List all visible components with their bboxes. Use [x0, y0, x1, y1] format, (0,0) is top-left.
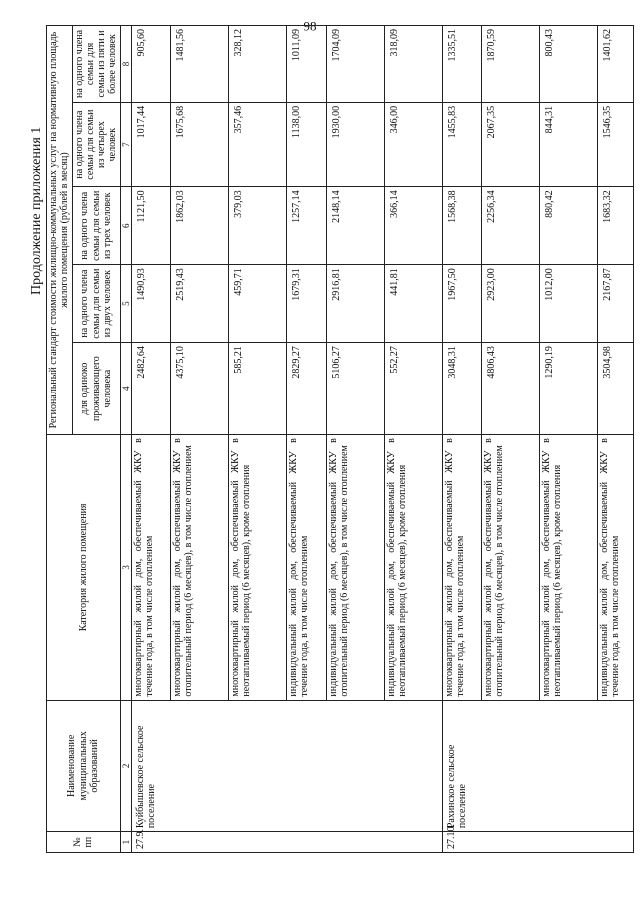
- municipality-name: Куйбышевское сельское поселение: [131, 700, 442, 832]
- value-cell: 318,09: [384, 26, 442, 103]
- value-cell: 346,00: [384, 102, 442, 186]
- header-family-5: на одного члена семьи для семьи из пяти и более человек: [72, 26, 120, 103]
- value-cell: 880,42: [539, 187, 597, 265]
- value-cell: 1683,32: [597, 187, 633, 265]
- value-cell: 1455,83: [442, 102, 481, 186]
- value-cell: 3504,98: [597, 343, 633, 435]
- category-cell: многоквартирный жилой дом, обеспечиваемый ЖКУ в неотапливаемый период (6 месяцев), кроме отопления: [228, 435, 286, 700]
- value-cell: 1290,19: [539, 343, 597, 435]
- value-cell: 4375,10: [170, 343, 228, 435]
- value-cell: 1401,62: [597, 26, 633, 103]
- category-cell: индивидуальный жилой дом, обеспечиваемый ЖКУ в течение года, в том числе отоплением: [597, 435, 633, 700]
- column-number: 1: [120, 832, 131, 853]
- page-number: 98: [303, 18, 317, 34]
- value-cell: 1679,31: [286, 265, 326, 343]
- header-family-2: на одного члена семьи для семьи из двух человек: [72, 265, 120, 343]
- value-cell: 2067,35: [481, 102, 539, 186]
- municipality-name: Рахинское сельское поселение: [442, 700, 633, 832]
- tariff-table: [46, 25, 634, 853]
- header-family-3: на одного члена семьи для семьи из трех человек: [72, 187, 120, 265]
- header-no: № пп: [47, 832, 121, 853]
- value-cell: 585,21: [228, 343, 286, 435]
- value-cell: 1138,00: [286, 102, 326, 186]
- value-cell: 1546,35: [597, 102, 633, 186]
- value-cell: 357,46: [228, 102, 286, 186]
- category-cell: многоквартирный жилой дом, обеспечиваемый ЖКУ в неотапливаемый период (6 месяцев), кроме отопления: [539, 435, 597, 700]
- value-cell: 1870,59: [481, 26, 539, 103]
- value-cell: 328,12: [228, 26, 286, 103]
- value-cell: 1335,51: [442, 26, 481, 103]
- category-cell: индивидуальный жилой дом, обеспечиваемый ЖКУ в неотапливаемый период (6 месяцев), кроме отопления: [384, 435, 442, 700]
- value-cell: 1012,00: [539, 265, 597, 343]
- category-cell: многоквартирный жилой дом, обеспечиваемый ЖКУ в отопительный период (6 месяцев), в том числе отоплением: [170, 435, 228, 700]
- value-cell: 4806,43: [481, 343, 539, 435]
- column-number: 8: [120, 26, 131, 103]
- value-cell: 1017,44: [131, 102, 170, 186]
- value-cell: 2829,27: [286, 343, 326, 435]
- value-cell: 2256,34: [481, 187, 539, 265]
- category-cell: многоквартирный жилой дом, обеспечиваемый ЖКУ в течение года, в том числе отоплением: [131, 435, 170, 700]
- value-cell: 1704,09: [326, 26, 384, 103]
- value-cell: 366,14: [384, 187, 442, 265]
- value-cell: 1675,68: [170, 102, 228, 186]
- value-cell: 2167,87: [597, 265, 633, 343]
- value-cell: 441,81: [384, 265, 442, 343]
- value-cell: 2519,43: [170, 265, 228, 343]
- value-cell: 1490,93: [131, 265, 170, 343]
- value-cell: 1481,56: [170, 26, 228, 103]
- header-row-1: [47, 26, 73, 853]
- column-number: 3: [120, 435, 131, 700]
- value-cell: 2923,00: [481, 265, 539, 343]
- value-cell: 1011,09: [286, 26, 326, 103]
- table-row: [131, 26, 170, 853]
- header-category: Категория жилого помещения: [47, 435, 121, 700]
- value-cell: 1257,14: [286, 187, 326, 265]
- value-cell: 459,71: [228, 265, 286, 343]
- value-cell: 2916,81: [326, 265, 384, 343]
- value-cell: 2482,64: [131, 343, 170, 435]
- column-number: 4: [120, 343, 131, 435]
- column-numbers-row: [120, 26, 131, 853]
- value-cell: 1568,38: [442, 187, 481, 265]
- value-cell: 552,27: [384, 343, 442, 435]
- column-number: 7: [120, 102, 131, 186]
- value-cell: 2148,14: [326, 187, 384, 265]
- header-standard: Региональный стандарт стоимости жилищно-коммунальных услуг на нормативную площадь жилого помещения (рублей в месяц): [47, 26, 73, 435]
- value-cell: 1862,03: [170, 187, 228, 265]
- column-number: 2: [120, 700, 131, 832]
- category-cell: индивидуальный жилой дом, обеспечиваемый ЖКУ в течение года, в том числе отоплением: [286, 435, 326, 700]
- value-cell: 379,03: [228, 187, 286, 265]
- table-row: [442, 26, 481, 853]
- category-cell: многоквартирный жилой дом, обеспечиваемый ЖКУ в отопительный период (6 месяцев), в том числе отоплением: [481, 435, 539, 700]
- value-cell: 1967,50: [442, 265, 481, 343]
- appendix-title: Продолжение приложения 1: [29, 126, 44, 295]
- category-cell: индивидуальный жилой дом, обеспечиваемый ЖКУ в отопительный период (6 месяцев), в том числе отоплением: [326, 435, 384, 700]
- header-single: для одиноко проживающего человека: [72, 343, 120, 435]
- value-cell: 844,31: [539, 102, 597, 186]
- header-municipality: Наименование муниципальных образований: [47, 700, 121, 832]
- value-cell: 800,43: [539, 26, 597, 103]
- category-cell: многоквартирный жилой дом, обеспечиваемый ЖКУ в течение года, в том числе отоплением: [442, 435, 481, 700]
- column-number: 5: [120, 265, 131, 343]
- value-cell: 905,60: [131, 26, 170, 103]
- header-family-4: на одного члена семьи для семьи из четырех человек: [72, 102, 120, 186]
- value-cell: 5106,27: [326, 343, 384, 435]
- value-cell: 3048,31: [442, 343, 481, 435]
- value-cell: 1930,00: [326, 102, 384, 186]
- value-cell: 1121,50: [131, 187, 170, 265]
- row-number: 27.9.: [131, 832, 442, 853]
- column-number: 6: [120, 187, 131, 265]
- row-number: 27.10.: [442, 832, 633, 853]
